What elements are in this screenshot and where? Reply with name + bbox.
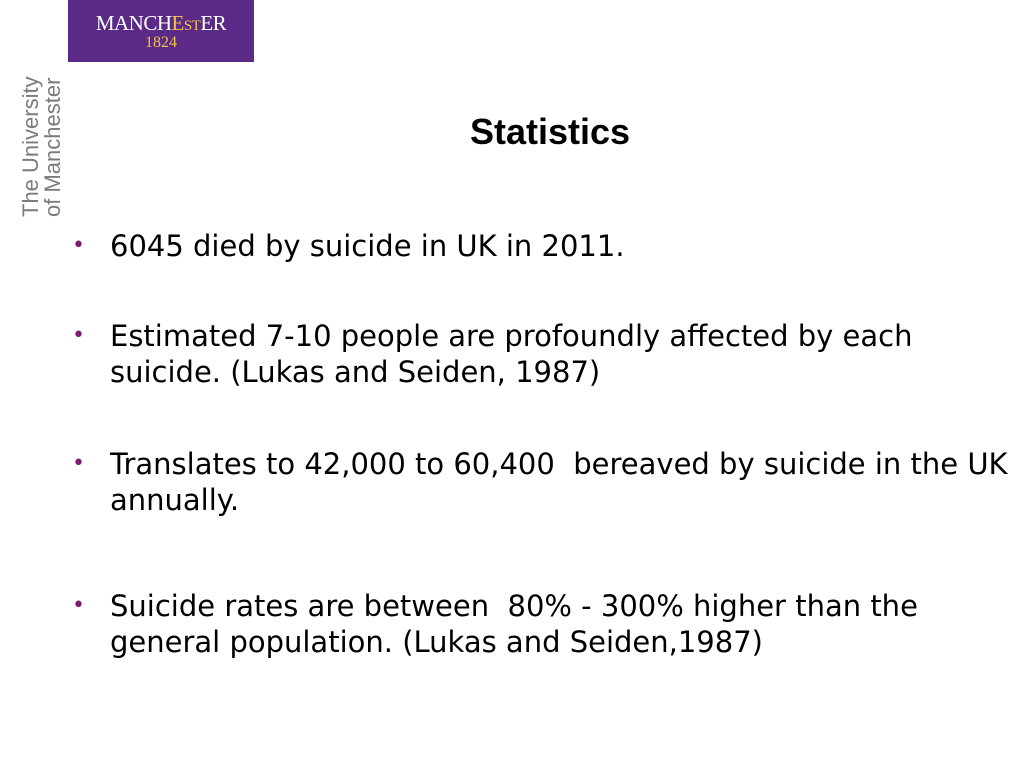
bullet-icon: • xyxy=(72,451,85,476)
logo-text-part: MANCH xyxy=(95,11,172,35)
vertical-university-name xyxy=(20,76,64,217)
bullet-icon: • xyxy=(72,593,85,618)
vertical-name-line: The University xyxy=(18,76,43,217)
bullet-item xyxy=(72,228,1017,264)
bullet-icon: • xyxy=(72,323,85,348)
logo-text-accent: E xyxy=(171,11,184,35)
logo-text-part: ER xyxy=(200,11,227,35)
bullet-text: Suicide rates are between 80% - 300% higher than the general population. (Lukas and Seiden,1987) xyxy=(110,589,928,659)
bullet-item xyxy=(72,318,1017,390)
university-logo xyxy=(68,0,254,62)
slide-title: Statistics xyxy=(469,111,631,152)
bullet-text: Estimated 7-10 people are profoundly affected by each suicide. (Lukas and Seiden, 1987) xyxy=(110,319,922,389)
bullet-text: 6045 died by suicide in UK in 2011. xyxy=(110,229,625,263)
bullet-item xyxy=(72,446,1017,518)
bullet-item xyxy=(72,588,1017,660)
vertical-name-line: of Manchester xyxy=(40,77,65,217)
logo-text-accent-small: ST xyxy=(183,18,201,34)
bullet-text: Translates to 42,000 to 60,400 bereaved by suicide in the UK annually. xyxy=(110,447,1017,517)
logo-year: 1824 xyxy=(145,34,177,51)
bullet-icon: • xyxy=(72,233,85,258)
